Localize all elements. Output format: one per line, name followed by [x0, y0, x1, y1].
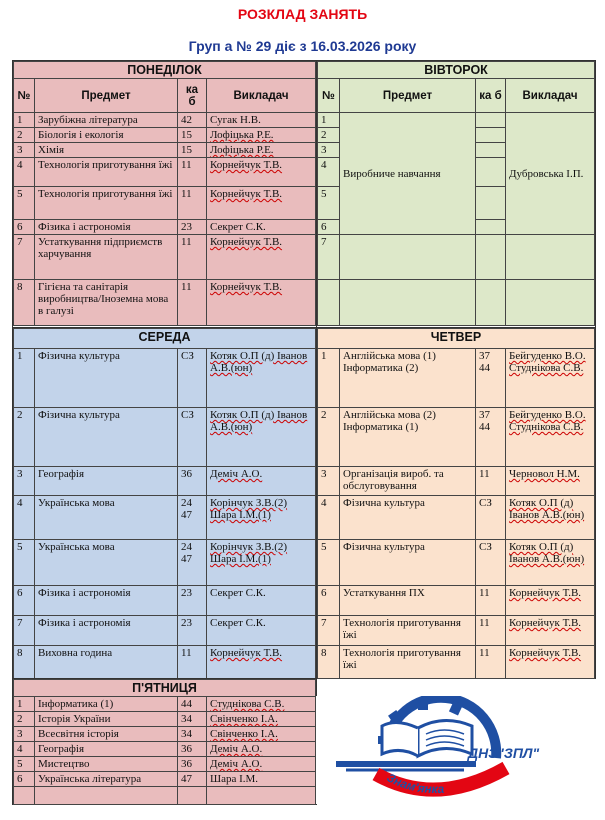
table-row [14, 697, 316, 712]
row-room: 36 [178, 742, 207, 757]
col-room: ка б [178, 79, 207, 113]
school-logo [316, 696, 604, 804]
row-teacher: Корнейчук Т.В. [207, 280, 316, 326]
row-room [476, 220, 506, 235]
row-num: 3 [318, 467, 340, 496]
row-num: 3 [14, 467, 35, 496]
row-subject: Технологія приготування їжі [340, 646, 476, 679]
row-num: 6 [318, 586, 340, 616]
col-teacher: Викладач [506, 79, 595, 113]
row-room: СЗ [476, 540, 506, 586]
table-row [318, 646, 595, 679]
table-row [14, 128, 316, 143]
friday-section [12, 678, 317, 805]
row-teacher: Студнікова С.В. [207, 697, 316, 712]
row-room: 15 [178, 128, 207, 143]
table-row [14, 586, 316, 616]
page-subtitle: Груп а № 29 діє з 16.03.2026 року [188, 38, 417, 54]
tuesday-teacher: Дубровська І.П. [506, 113, 595, 235]
row-subject [35, 787, 178, 805]
row-teacher: Бейгуденко В.О. Студнікова С.В. [506, 349, 595, 408]
row-room: 23 [178, 220, 207, 235]
row-subject: Фізика і астрономія [35, 616, 178, 646]
table-row [14, 235, 316, 280]
row-room: 37 44 [476, 349, 506, 408]
row-num: 5 [14, 187, 35, 220]
logo-text: ДНЗ"ЗПЛ" [468, 745, 540, 761]
row-subject [340, 280, 476, 326]
table-row [318, 496, 595, 540]
table-row [14, 727, 316, 742]
row-room [476, 187, 506, 220]
row-teacher: Корінчук З.В.(2) Шара І.М.(1) [207, 540, 316, 586]
row-room [476, 113, 506, 128]
row-subject: Устаткування ПХ [340, 586, 476, 616]
row-subject: Українська література [35, 772, 178, 787]
row-room [476, 235, 506, 280]
row-room: 11 [476, 646, 506, 679]
row-num: 3 [318, 143, 340, 158]
row-teacher: Корнейчук Т.В. [506, 616, 595, 646]
row-room: 11 [476, 467, 506, 496]
logo-emblem-icon [316, 696, 604, 804]
row-teacher [207, 787, 316, 805]
row-room: СЗ [178, 408, 207, 467]
row-num: 5 [318, 540, 340, 586]
row-num: 5 [318, 187, 340, 220]
row-num: 3 [14, 727, 35, 742]
row-teacher: Деміч А.О. [207, 742, 316, 757]
row-num [14, 787, 35, 805]
row-num: 2 [14, 128, 35, 143]
table-row [14, 496, 316, 540]
row-num: 2 [14, 408, 35, 467]
row-num: 7 [318, 616, 340, 646]
row-subject: Мистецтво [35, 757, 178, 772]
row-teacher: Секрет С.К. [207, 586, 316, 616]
table-row [14, 158, 316, 187]
thursday-section [316, 327, 596, 679]
table-row [14, 616, 316, 646]
row-room: 11 [476, 586, 506, 616]
row-subject: Фізична культура [340, 540, 476, 586]
monday-section [12, 60, 317, 328]
row-teacher: Корнейчук Т.В. [207, 187, 316, 220]
row-room: 11 [476, 616, 506, 646]
row-subject: Організація вироб. та обслуговування [340, 467, 476, 496]
row-teacher: Сугак Н.В. [207, 113, 316, 128]
row-num: 1 [14, 113, 35, 128]
row-subject: Інформатика (1) [35, 697, 178, 712]
table-row [318, 408, 595, 467]
row-subject: Фізика і астрономія [35, 220, 178, 235]
row-num: 5 [14, 757, 35, 772]
table-row [14, 187, 316, 220]
row-num: 4 [14, 496, 35, 540]
table-row [14, 757, 316, 772]
wednesday-header: СЕРЕДА [14, 329, 316, 349]
row-num: 1 [318, 349, 340, 408]
row-num: 6 [14, 586, 35, 616]
row-teacher: Котяк О.П (д) Іванов А.В.(юн) [207, 349, 316, 408]
row-subject: Географія [35, 742, 178, 757]
row-subject: Фізична культура [340, 496, 476, 540]
tuesday-subject: Виробниче навчання [340, 113, 476, 235]
row-room: 11 [178, 235, 207, 280]
row-room: 36 [178, 757, 207, 772]
row-room: 23 [178, 586, 207, 616]
col-subject: Предмет [35, 79, 178, 113]
tuesday-section [316, 60, 596, 328]
row-subject: Біологія і екологія [35, 128, 178, 143]
row-room: 42 [178, 113, 207, 128]
row-subject [340, 235, 476, 280]
row-room: 37 44 [476, 408, 506, 467]
row-room [476, 158, 506, 187]
table-row [14, 408, 316, 467]
row-num: 2 [14, 712, 35, 727]
row-num: 6 [14, 220, 35, 235]
row-teacher: Котяк О.П (д) Іванов А.В.(юн) [506, 540, 595, 586]
row-num: 7 [14, 235, 35, 280]
row-teacher: Корнейчук Т.В. [207, 235, 316, 280]
row-num: 3 [14, 143, 35, 158]
row-teacher: Шара І.М. [207, 772, 316, 787]
row-teacher: Бейгуденко В.О. Студнікова С.В. [506, 408, 595, 467]
row-teacher: Корнейчук Т.В. [506, 586, 595, 616]
row-teacher: Деміч А.О. [207, 467, 316, 496]
row-room: СЗ [178, 349, 207, 408]
row-subject: Виховна година [35, 646, 178, 679]
row-room: 15 [178, 143, 207, 158]
row-num: 4 [14, 158, 35, 187]
row-teacher [506, 280, 595, 326]
row-teacher: Корнейчук Т.В. [506, 646, 595, 679]
row-room: 36 [178, 467, 207, 496]
row-num [318, 280, 340, 326]
row-teacher: Секрет С.К. [207, 616, 316, 646]
row-subject: Устаткування підприємств харчування [35, 235, 178, 280]
row-subject: Географія [35, 467, 178, 496]
page-title: РОЗКЛАД ЗАНЯТЬ [237, 6, 368, 22]
row-num: 2 [318, 128, 340, 143]
col-room: ка б [476, 79, 506, 113]
row-teacher: Лофіцька Р.Е. [207, 143, 316, 158]
table-row [318, 349, 595, 408]
row-subject: Хімія [35, 143, 178, 158]
col-teacher: Викладач [207, 79, 316, 113]
table-row [14, 772, 316, 787]
table-row [318, 540, 595, 586]
table-row [318, 586, 595, 616]
row-teacher: Секрет С.К. [207, 220, 316, 235]
row-teacher: Котяк О.П (д) Іванов А.В.(юн) [207, 408, 316, 467]
table-row [14, 646, 316, 679]
row-subject: Англійська мова (2) Інформатика (1) [340, 408, 476, 467]
row-room [178, 787, 207, 805]
table-row [14, 220, 316, 235]
row-num: 2 [318, 408, 340, 467]
table-row [14, 113, 316, 128]
row-num: 7 [14, 616, 35, 646]
row-num: 8 [14, 646, 35, 679]
col-subject: Предмет [340, 79, 476, 113]
row-subject: Зарубіжна література [35, 113, 178, 128]
row-subject: Фізична культура [35, 408, 178, 467]
row-num: 1 [14, 349, 35, 408]
row-room: 34 [178, 712, 207, 727]
row-room [476, 280, 506, 326]
row-room: 11 [178, 280, 207, 326]
row-teacher: Свінченко І.А. [207, 712, 316, 727]
table-row [14, 467, 316, 496]
col-num: № [14, 79, 35, 113]
row-subject: Українська мова [35, 540, 178, 586]
row-teacher: Лофіцька Р.Е. [207, 128, 316, 143]
table-row [14, 712, 316, 727]
row-teacher [506, 235, 595, 280]
row-num: 1 [318, 113, 340, 128]
row-teacher: Деміч А.О. [207, 757, 316, 772]
row-num: 8 [14, 280, 35, 326]
row-num: 8 [318, 646, 340, 679]
row-room: 34 [178, 727, 207, 742]
row-subject: Всесвітня історія [35, 727, 178, 742]
row-room: СЗ [476, 496, 506, 540]
row-subject: Історія України [35, 712, 178, 727]
row-subject: Технологія приготування їжі [35, 187, 178, 220]
table-row [318, 616, 595, 646]
table-row [14, 143, 316, 158]
row-teacher: Корнейчук Т.В. [207, 158, 316, 187]
row-subject: Гігієна та санітарія виробництва/Іноземна мова в галузі [35, 280, 178, 326]
row-num: 4 [318, 496, 340, 540]
row-num: 5 [14, 540, 35, 586]
row-teacher: Черновол Н.М. [506, 467, 595, 496]
row-room: 44 [178, 697, 207, 712]
row-room: 23 [178, 616, 207, 646]
tuesday-header: ВІВТОРОК [318, 62, 595, 79]
friday-header: П'ЯТНИЦЯ [14, 680, 316, 697]
table-row [14, 280, 316, 326]
row-num: 6 [14, 772, 35, 787]
row-subject: Англійська мова (1) Інформатика (2) [340, 349, 476, 408]
row-num: 1 [14, 697, 35, 712]
row-room: 24 47 [178, 540, 207, 586]
row-subject: Технологія приготування їжі [35, 158, 178, 187]
row-teacher: Корнейчук Т.В. [207, 646, 316, 679]
row-room: 11 [178, 646, 207, 679]
row-room [476, 128, 506, 143]
logo-arc-text: Знам'янка [384, 770, 445, 797]
row-num: 7 [318, 235, 340, 280]
row-teacher: Свінченко І.А. [207, 727, 316, 742]
table-row [14, 540, 316, 586]
row-num: 4 [14, 742, 35, 757]
row-subject: Технологія приготування їжі [340, 616, 476, 646]
row-subject: Українська мова [35, 496, 178, 540]
row-teacher: Котяк О.П (д) Іванов А.В.(юн) [506, 496, 595, 540]
table-row [14, 349, 316, 408]
row-room [476, 143, 506, 158]
row-room: 11 [178, 158, 207, 187]
row-num: 4 [318, 158, 340, 187]
row-num: 6 [318, 220, 340, 235]
col-num: № [318, 79, 340, 113]
row-room: 47 [178, 772, 207, 787]
thursday-header: ЧЕТВЕР [318, 329, 595, 349]
row-teacher: Корінчук З.В.(2) Шара І.М.(1) [207, 496, 316, 540]
row-room: 24 47 [178, 496, 207, 540]
wednesday-section [12, 327, 317, 679]
monday-header: ПОНЕДІЛОК [14, 62, 316, 79]
table-row [318, 467, 595, 496]
row-subject: Фізика і астрономія [35, 586, 178, 616]
row-room: 11 [178, 187, 207, 220]
table-row [14, 742, 316, 757]
row-subject: Фізична культура [35, 349, 178, 408]
